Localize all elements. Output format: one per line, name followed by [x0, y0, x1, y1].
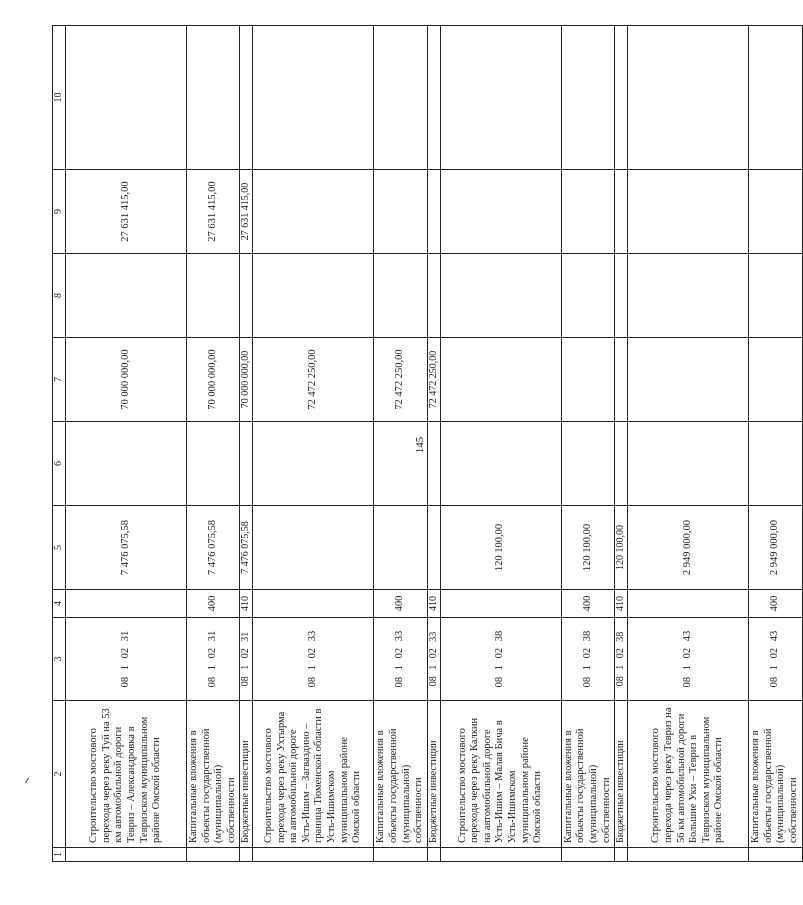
row-value-cell	[374, 422, 427, 506]
row-value-cell	[561, 26, 614, 170]
row-value-cell: 72 472 250,00	[253, 338, 374, 422]
row-value-cell	[615, 26, 628, 170]
row-index-cell	[427, 848, 440, 862]
row-value-cell: 400	[187, 590, 240, 618]
row-code-cell: 08 1 02 31	[187, 618, 240, 701]
row-value-cell: 120 100,00	[440, 506, 561, 590]
row-value-cell	[440, 338, 561, 422]
column-number: 4	[53, 590, 66, 618]
row-value-cell: 7 476 075,58	[187, 506, 240, 590]
row-name-cell: Строительство мостового перехода через реку Калкин на автомобильной дороге Усть-Ишим – Малая Бича в Усть-Ишимском муниципальном районе Омской области	[440, 701, 561, 848]
row-value-cell: 400	[561, 590, 614, 618]
row-value-cell	[615, 170, 628, 254]
row-value-cell	[240, 26, 253, 170]
column-number: 5	[53, 506, 66, 590]
row-name-cell: Бюджетные инвестиции	[240, 701, 253, 848]
budget-table	[52, 25, 803, 862]
row-value-cell	[253, 170, 374, 254]
table-row	[440, 26, 561, 862]
row-value-cell	[440, 422, 561, 506]
column-number-row	[53, 26, 66, 862]
row-value-cell	[187, 254, 240, 338]
row-value-cell	[561, 422, 614, 506]
row-value-cell: 120 100,00	[561, 506, 614, 590]
row-value-cell: 70 000 000,00	[66, 338, 187, 422]
row-index-cell	[749, 848, 802, 862]
column-number: 9	[53, 170, 66, 254]
row-code-cell: 08 1 02 43	[628, 618, 749, 701]
row-value-cell	[240, 254, 253, 338]
row-code-cell: 08 1 02 38	[615, 618, 628, 701]
row-value-cell	[561, 254, 614, 338]
row-code-cell: 08 1 02 31	[66, 618, 187, 701]
row-name-cell: Бюджетные инвестиции	[615, 701, 628, 848]
row-value-cell	[440, 590, 561, 618]
row-index-cell	[615, 848, 628, 862]
row-value-cell	[615, 422, 628, 506]
budget-table-rotated	[52, 26, 799, 862]
row-value-cell: 7 476 075,58	[240, 506, 253, 590]
row-value-cell	[253, 422, 374, 506]
row-index-cell	[66, 848, 187, 862]
row-name-cell: Капитальные вложения в объекты государственной (муниципальной) собственности	[187, 701, 240, 848]
row-value-cell	[427, 422, 440, 506]
row-value-cell: 27 631 415,00	[66, 170, 187, 254]
row-value-cell	[253, 254, 374, 338]
row-index-cell	[187, 848, 240, 862]
row-value-cell	[427, 506, 440, 590]
table-row	[66, 26, 187, 862]
row-value-cell	[561, 170, 614, 254]
row-value-cell	[749, 26, 802, 170]
row-code-cell: 08 1 02 31	[240, 618, 253, 701]
row-name-cell: Строительство мостового перехода через реку Ухтырма на автомобильной дороге Усть-Ишим – Загваздино – граница Тюменской области в Усть-Ишимском муниципальном районе Омской области	[253, 701, 374, 848]
column-number: 7	[53, 338, 66, 422]
row-value-cell	[66, 26, 187, 170]
column-number: 3	[53, 618, 66, 701]
table-row	[253, 26, 374, 862]
row-value-cell	[66, 254, 187, 338]
row-value-cell	[427, 170, 440, 254]
row-value-cell	[374, 26, 427, 170]
column-number: 2	[53, 701, 66, 848]
row-index-cell	[240, 848, 253, 862]
column-number: 8	[53, 254, 66, 338]
row-index-cell	[440, 848, 561, 862]
column-number: 1	[53, 848, 66, 862]
row-value-cell: 410	[427, 590, 440, 618]
row-value-cell: 72 472 250,00	[374, 338, 427, 422]
table-row	[240, 26, 253, 862]
row-value-cell: 400	[749, 590, 802, 618]
row-value-cell	[240, 422, 253, 506]
row-code-cell: 08 1 02 33	[253, 618, 374, 701]
row-value-cell	[440, 26, 561, 170]
row-name-cell: Капитальные вложения в объекты государственной (муниципальной) собственности	[561, 701, 614, 848]
column-number: 6	[53, 422, 66, 506]
row-value-cell: 2 949 000,00	[628, 506, 749, 590]
table-row	[427, 26, 440, 862]
row-index-cell	[628, 848, 749, 862]
row-value-cell	[253, 590, 374, 618]
row-index-cell	[253, 848, 374, 862]
row-value-cell: 72 472 250,00	[427, 338, 440, 422]
row-value-cell: 27 631 415,00	[240, 170, 253, 254]
row-value-cell	[749, 170, 802, 254]
row-value-cell	[187, 26, 240, 170]
row-value-cell	[374, 170, 427, 254]
row-value-cell: 400	[374, 590, 427, 618]
table-row	[561, 26, 614, 862]
table-row	[374, 26, 427, 862]
row-value-cell: 410	[240, 590, 253, 618]
row-value-cell	[66, 422, 187, 506]
row-code-cell: 08 1 02 38	[440, 618, 561, 701]
row-code-cell: 08 1 02 43	[749, 618, 802, 701]
row-code-cell: 08 1 02 33	[374, 618, 427, 701]
row-value-cell	[427, 26, 440, 170]
row-name-cell: Строительство мостового перехода через реку Туй на 53 км автомобильной дороги Тевриз – Александровка в Тевризском муниципальном районе Омской области	[66, 701, 187, 848]
row-value-cell	[66, 590, 187, 618]
row-value-cell	[561, 338, 614, 422]
page-number: 145	[414, 436, 426, 454]
row-value-cell	[628, 590, 749, 618]
row-value-cell	[628, 422, 749, 506]
row-value-cell	[749, 254, 802, 338]
row-value-cell	[628, 338, 749, 422]
row-value-cell: 2 949 000,00	[749, 506, 802, 590]
row-value-cell	[615, 254, 628, 338]
row-value-cell	[628, 170, 749, 254]
row-value-cell: 70 000 000,00	[240, 338, 253, 422]
row-value-cell	[427, 254, 440, 338]
row-value-cell: 7 476 075,58	[66, 506, 187, 590]
row-value-cell	[374, 254, 427, 338]
row-value-cell	[187, 422, 240, 506]
row-value-cell: 120 100,00	[615, 506, 628, 590]
row-value-cell	[374, 506, 427, 590]
row-index-cell	[561, 848, 614, 862]
row-code-cell: 08 1 02 33	[427, 618, 440, 701]
row-index-cell	[374, 848, 427, 862]
row-value-cell	[628, 254, 749, 338]
row-name-cell: Капитальные вложения в объекты государственной (муниципальной) собственности	[374, 701, 427, 848]
row-value-cell	[749, 338, 802, 422]
row-value-cell	[440, 170, 561, 254]
row-name-cell: Бюджетные инвестиции	[427, 701, 440, 848]
table-row	[615, 26, 628, 862]
row-value-cell: 410	[615, 590, 628, 618]
row-code-cell: 08 1 02 38	[561, 618, 614, 701]
scan-mark	[25, 778, 29, 784]
column-number: 10	[53, 26, 66, 170]
row-name-cell: Капитальные вложения в объекты государственной (муниципальной) собственности	[749, 701, 802, 848]
table-row	[628, 26, 749, 862]
row-value-cell	[749, 422, 802, 506]
row-value-cell	[440, 254, 561, 338]
row-value-cell: 70 000 000,00	[187, 338, 240, 422]
row-name-cell: Строительство мостового перехода через реку Тевриз на 56 км автомобильной дороги Большие Уки – Тевриз в Тевризском муниципальном районе Омской области	[628, 701, 749, 848]
row-value-cell	[628, 26, 749, 170]
table-row	[187, 26, 240, 862]
row-value-cell	[253, 26, 374, 170]
row-value-cell: 27 631 415,00	[187, 170, 240, 254]
row-value-cell	[253, 506, 374, 590]
row-value-cell	[615, 338, 628, 422]
table-row	[749, 26, 802, 862]
